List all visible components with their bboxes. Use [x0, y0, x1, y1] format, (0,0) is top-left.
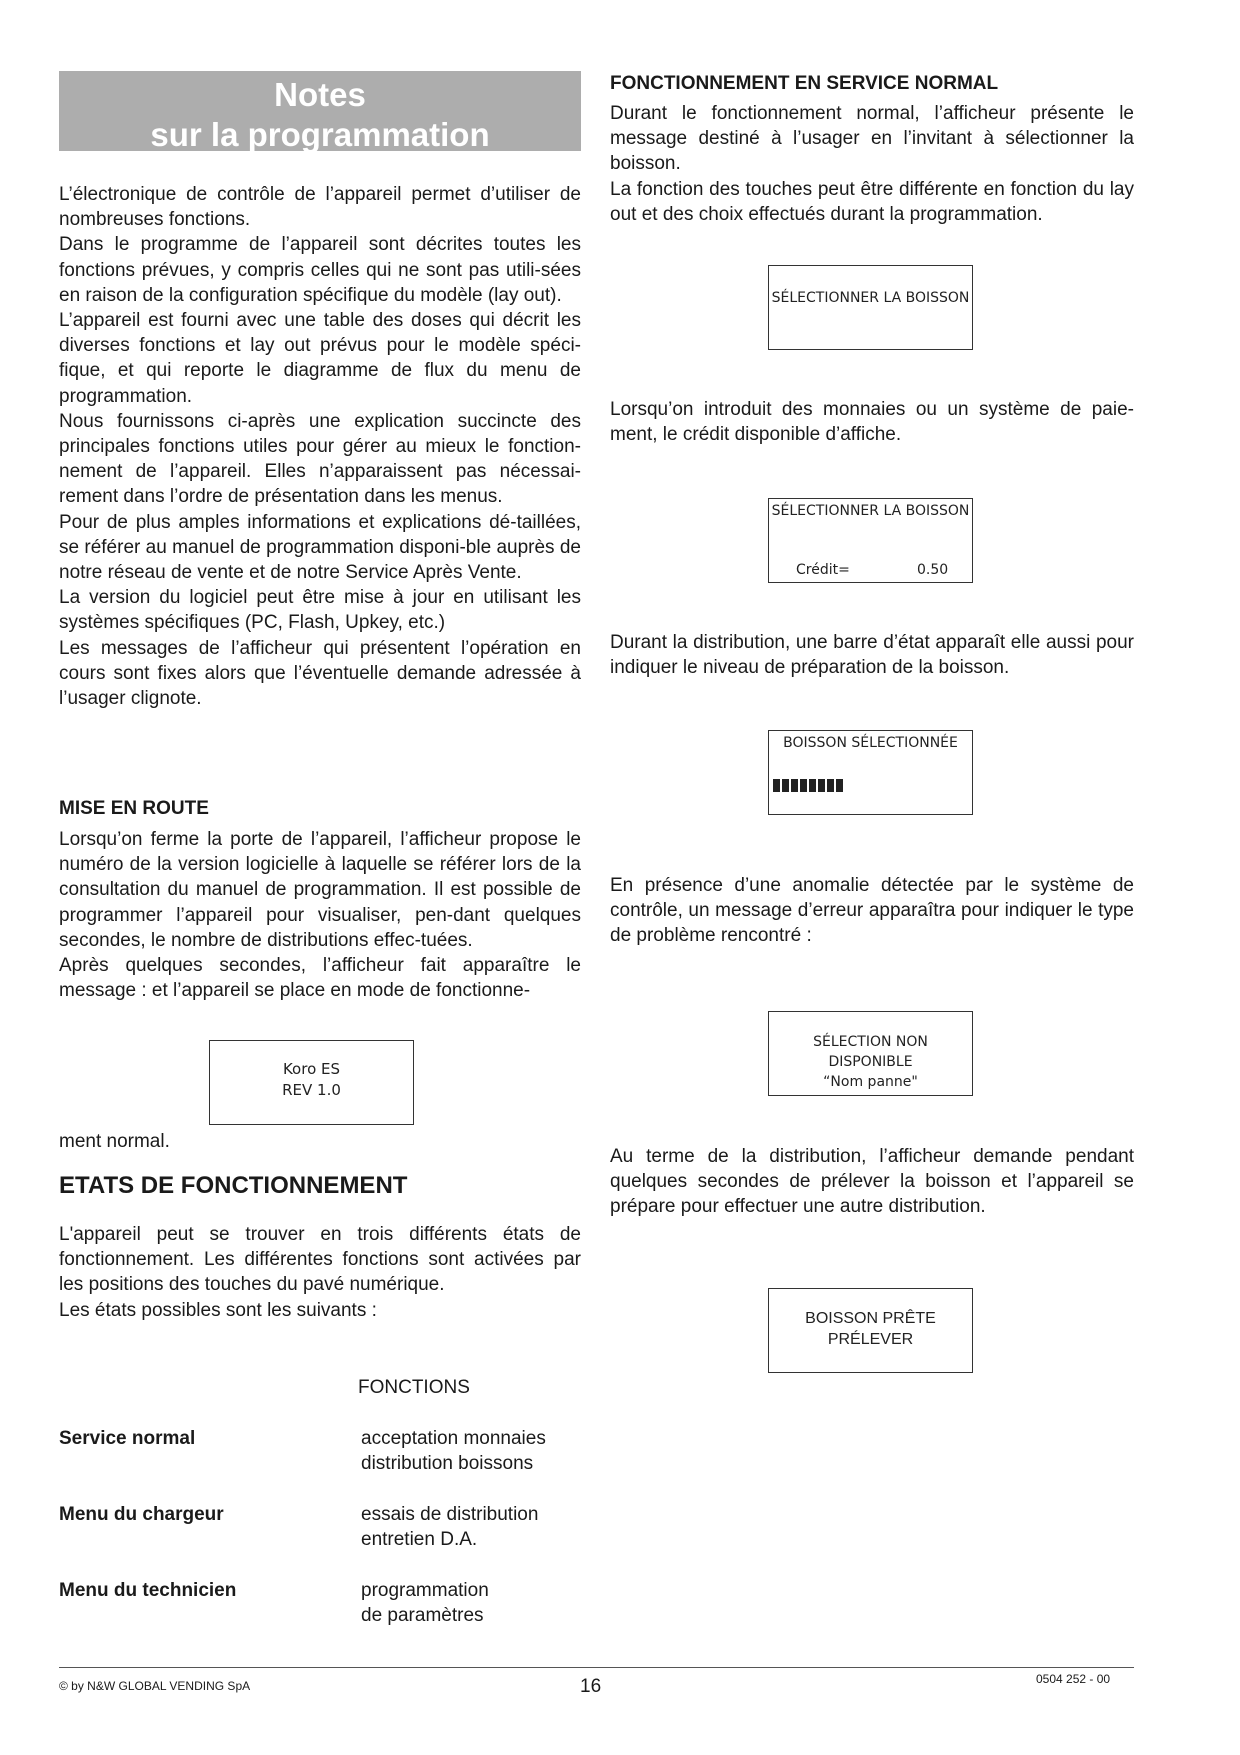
normal-paragraph: La fonction des touches peut être différente en fonction du lay out et des choix effectués durant la programmation.	[610, 178, 1134, 225]
progress-segment	[809, 779, 816, 792]
intro-paragraph: Les messages de l’afficheur qui présentent l’opération en cours sont fixes alors que l’éventuelle demande adressée à l’usager clignote.	[59, 637, 581, 710]
etats-text	[59, 1222, 581, 1323]
lcd-line: Koro ES	[282, 1060, 341, 1078]
etats-paragraph: L'appareil peut se trouver en trois différents états de fonctionnement. Les différentes fonctions sont activées par les positions des touches du pavé numérique.	[59, 1224, 581, 1296]
state-function: de paramètres	[361, 1605, 484, 1627]
lcd-line: “Nom panne"	[823, 1074, 918, 1090]
distribution-text: Durant la distribution, une barre d’état apparaît elle aussi pour indiquer le niveau de préparation de la boisson.	[610, 632, 1134, 679]
state-functions	[361, 1578, 489, 1628]
service-normal-text	[610, 101, 1134, 227]
intro-paragraph: L’appareil est fourni avec une table des doses qui décrit les diverses fonctions et lay out prévus pour le modèle spéci-fique, et qui reporte le diagramme de flux du menu de programmation.	[59, 310, 581, 407]
progress-segment	[827, 779, 834, 792]
credit-text: Lorsqu’on introduit des monnaies ou un système de paie-ment, le crédit disponible d’affiche.	[610, 399, 1134, 446]
title-line-1: Notes	[274, 76, 366, 113]
progress-segment	[773, 779, 780, 792]
footer-rule	[59, 1667, 1134, 1668]
title-line-2: sur la programmation	[150, 116, 490, 153]
lcd-line: PRÉLEVER	[827, 1331, 914, 1348]
section-title-box	[59, 71, 581, 151]
state-label: Menu du technicien	[59, 1580, 237, 1601]
state-label: Service normal	[59, 1428, 196, 1449]
intro-paragraph: Nous fournissons ci-après une explication succincte des principales fonctions utiles pour gérer au mieux le fonction-nement de l’appareil. Elles n’apparaissent pas nécessai-rement dans l’ordre de présentation dans les menus.	[59, 410, 581, 508]
intro-paragraph: L’électronique de contrôle de l’appareil permet d’utiliser de nombreuses fonctions.	[59, 184, 581, 231]
progress-segment	[791, 779, 798, 792]
etats-heading: ETATS DE FONCTIONNEMENT	[59, 1172, 408, 1199]
mise-en-route-heading: MISE EN ROUTE	[59, 798, 209, 819]
state-label: Menu du chargeur	[59, 1504, 224, 1525]
page-number: 16	[580, 1676, 602, 1697]
state-function: programmation	[361, 1580, 489, 1601]
state-function: essais de distribution	[361, 1504, 539, 1525]
state-function: entretien D.A.	[361, 1529, 478, 1551]
footer-copyright: © by N&W GLOBAL VENDING SpA	[59, 1679, 251, 1693]
intro-paragraph: La version du logiciel peut être mise à jour en utilisant les systèmes spécifiques (PC, Flash, Upkey, etc.)	[59, 587, 581, 634]
end-of-distribution-text: Au terme de la distribution, l’afficheur demande pendant quelques secondes de prélever la boisson et l’appareil se prépare pour effectuer une autre distribution.	[610, 1146, 1134, 1218]
normal-paragraph: Durant le fonctionnement normal, l’afficheur présente le message destiné à l’usager en l’invitant à sélectionner la boisson.	[610, 103, 1134, 175]
lcd-error-display	[768, 1011, 973, 1096]
anomaly-text: En présence d’une anomalie détectée par le système de contrôle, un message d’erreur apparaîtra pour indiquer le type de problème rencontré :	[610, 875, 1134, 947]
lcd-ready-display	[768, 1288, 973, 1373]
state-functions	[361, 1426, 546, 1476]
mise-paragraph: Après quelques secondes, l’afficheur fait apparaître le message : et l’appareil se place en mode de fonctionne-	[59, 955, 581, 1002]
lcd-version-display	[209, 1040, 414, 1125]
state-functions	[361, 1502, 538, 1552]
lcd-line: SÉLECTIONNER LA BOISSON	[771, 503, 970, 519]
intro-paragraph: Pour de plus amples informations et explications dé-taillées, se référer au manuel de programmation disponi-ble auprès de notre réseau de vente et de notre Service Après Vente.	[59, 511, 581, 584]
state-function: distribution boissons	[361, 1453, 534, 1475]
mise-continued: ment normal.	[59, 1131, 170, 1152]
document-reference: 0504 252 - 00	[1036, 1672, 1111, 1686]
fonctions-column-header: FONCTIONS	[358, 1377, 470, 1398]
progress-segment	[836, 779, 843, 792]
lcd-progress-display	[768, 730, 973, 815]
progress-segment	[800, 779, 807, 792]
lcd-credit-display	[768, 498, 973, 583]
lcd-credit-value: 0.50	[917, 562, 949, 578]
mise-paragraph: Lorsqu’on ferme la porte de l’appareil, l’afficheur propose le numéro de la version logicielle à laquelle se référer lors de la consultation du manuel de programmation. Il est possible de programmer l’appareil pour visualiser, pen-dant quelques secondes, le nombre de distributions effec-tuées.	[59, 829, 581, 951]
intro-text	[59, 182, 581, 711]
lcd-line: SÉLECTIONNER LA BOISSON	[771, 290, 970, 306]
lcd-progress-bar	[773, 779, 845, 792]
lcd-line: REV 1.0	[282, 1081, 341, 1099]
intro-paragraph: Dans le programme de l’appareil sont décrites toutes les fonctions prévues, y compris celles qui ne sont pas utili-sées en raison de la configuration spécifique du modèle (lay out).	[59, 234, 581, 306]
progress-segment	[782, 779, 789, 792]
state-function: acceptation monnaies	[361, 1428, 546, 1449]
lcd-credit-label: Crédit=	[796, 562, 850, 578]
lcd-select-display	[768, 265, 973, 350]
etats-paragraph: Les états possibles sont les suivants :	[59, 1299, 377, 1321]
progress-segment	[818, 779, 825, 792]
lcd-line: SÉLECTION NON DISPONIBLE	[813, 1034, 928, 1070]
lcd-line: BOISSON SÉLECTIONNÉE	[783, 735, 958, 751]
mise-en-route-text	[59, 827, 581, 1003]
lcd-line: BOISSON PRÊTE	[805, 1310, 936, 1327]
service-normal-heading: FONCTIONNEMENT EN SERVICE NORMAL	[610, 73, 999, 94]
